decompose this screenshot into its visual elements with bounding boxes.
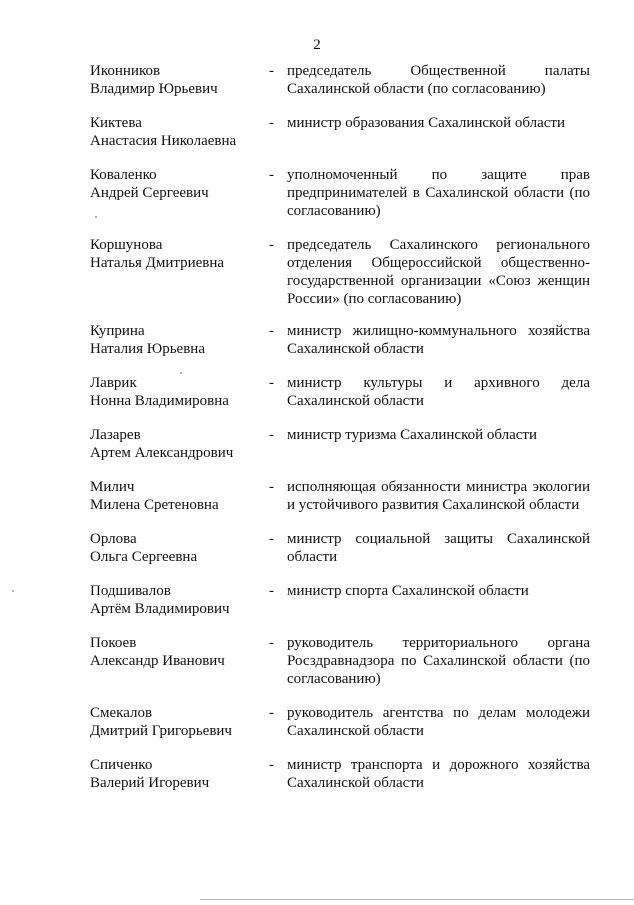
entry-dash: - (269, 479, 274, 495)
entry-dash: - (269, 757, 274, 773)
member-name (90, 374, 260, 410)
entry-dash: - (269, 167, 274, 183)
member-name (90, 166, 260, 202)
member-role (287, 756, 590, 792)
member-name (90, 426, 260, 462)
member-role-line: министр спорта Сахалинской области (287, 583, 529, 599)
page-number: 2 (313, 37, 321, 53)
entry-dash: - (269, 115, 274, 131)
member-role (287, 166, 590, 220)
member-role-line: исполняющая обязанности министра экологии (287, 479, 590, 495)
member-name (90, 582, 260, 618)
member-role-line: уполномоченный по защите прав (287, 167, 590, 183)
entry-dash: - (269, 583, 274, 599)
member-role (287, 530, 590, 566)
member-role-line: согласованию) (287, 203, 381, 219)
member-name (90, 530, 260, 566)
member-role (287, 704, 590, 740)
member-surname: Смекалов (90, 705, 153, 721)
member-surname: Милич (90, 479, 135, 495)
member-role-line: руководитель агентства по делам молодежи (287, 705, 590, 721)
member-role-line: председатель Общественной палаты (287, 63, 590, 79)
member-name (90, 236, 260, 272)
member-role-line: государственной организации «Союз женщин (287, 273, 590, 289)
member-role-line: министр жилищно-коммунального хозяйства (287, 323, 590, 339)
member-role-line: Сахалинской области (по согласованию) (287, 81, 546, 97)
member-role-line: руководитель территориального органа (287, 635, 590, 651)
member-name (90, 322, 260, 358)
member-name (90, 114, 260, 150)
member-role (287, 114, 590, 132)
member-role-line: Сахалинской области (287, 775, 424, 791)
entry-dash: - (269, 635, 274, 651)
member-role-line: министр транспорта и дорожного хозяйства (287, 757, 590, 773)
member-role-line: министр культуры и архивного дела (287, 375, 590, 391)
member-given-name: Милена Сретеновна (90, 497, 219, 513)
member-role (287, 426, 590, 444)
member-given-name: Валерий Игоревич (90, 775, 210, 791)
member-role-line: министр образования Сахалинской области (287, 115, 565, 131)
member-role-line: Сахалинской области (287, 393, 424, 409)
scan-speck (95, 216, 97, 218)
member-given-name: Анастасия Николаевна (90, 133, 237, 149)
member-given-name: Артем Александрович (90, 445, 234, 461)
member-role (287, 478, 590, 514)
member-surname: Коваленко (90, 167, 157, 183)
entry-dash: - (269, 531, 274, 547)
member-name (90, 756, 260, 792)
member-role-line: министр туризма Сахалинской области (287, 427, 538, 443)
member-name (90, 62, 260, 98)
member-given-name: Дмитрий Григорьевич (90, 723, 232, 739)
member-surname: Киктева (90, 115, 142, 131)
member-given-name: Владимир Юрьевич (90, 81, 218, 97)
member-role-line: и устойчивого развития Сахалинской области (287, 497, 580, 513)
member-given-name: Нонна Владимировна (90, 393, 229, 409)
member-role-line: области (287, 549, 338, 565)
entry-dash: - (269, 237, 274, 253)
member-given-name: Александр Иванович (90, 653, 225, 669)
member-name (90, 704, 260, 740)
entry-dash: - (269, 705, 274, 721)
member-role (287, 62, 590, 98)
member-role-line: министр социальной защиты Сахалинской (287, 531, 590, 547)
member-role (287, 582, 590, 600)
member-given-name: Ольга Сергеевна (90, 549, 198, 565)
member-surname: Куприна (90, 323, 145, 339)
entry-dash: - (269, 323, 274, 339)
member-name (90, 478, 260, 514)
member-role (287, 236, 590, 308)
member-surname: Орлова (90, 531, 137, 547)
member-role (287, 634, 590, 688)
member-given-name: Наталья Дмитриевна (90, 255, 225, 271)
scan-speck (180, 372, 182, 374)
member-name (90, 634, 260, 670)
member-role-line: согласованию) (287, 671, 381, 687)
member-surname: Покоев (90, 635, 137, 651)
member-role-line: Росздравнадзора по Сахалинской области (по (287, 653, 590, 669)
member-role-line: председатель Сахалинского регионального (287, 237, 590, 253)
scan-speck (12, 590, 14, 592)
member-role (287, 374, 590, 410)
member-role-line: предпринимателей в Сахалинской области (по (287, 185, 590, 201)
entry-dash: - (269, 63, 274, 79)
member-surname: Спиченко (90, 757, 153, 773)
member-role (287, 322, 590, 358)
scan-edge-line (200, 899, 634, 900)
member-surname: Лаврик (90, 375, 137, 391)
member-given-name: Артём Владимирович (90, 601, 230, 617)
member-given-name: Андрей Сергеевич (90, 185, 209, 201)
entry-dash: - (269, 375, 274, 391)
member-surname: Подшивалов (90, 583, 171, 599)
member-given-name: Наталия Юрьевна (90, 341, 205, 357)
entry-dash: - (269, 427, 274, 443)
member-role-line: Сахалинской области (287, 723, 424, 739)
member-surname: Иконников (90, 63, 161, 79)
member-role-line: Сахалинской области (287, 341, 424, 357)
member-role-line: России» (по согласованию) (287, 291, 462, 307)
member-role-line: отделения Общероссийской общественно- (287, 255, 590, 271)
member-surname: Лазарев (90, 427, 141, 443)
member-surname: Коршунова (90, 237, 163, 253)
